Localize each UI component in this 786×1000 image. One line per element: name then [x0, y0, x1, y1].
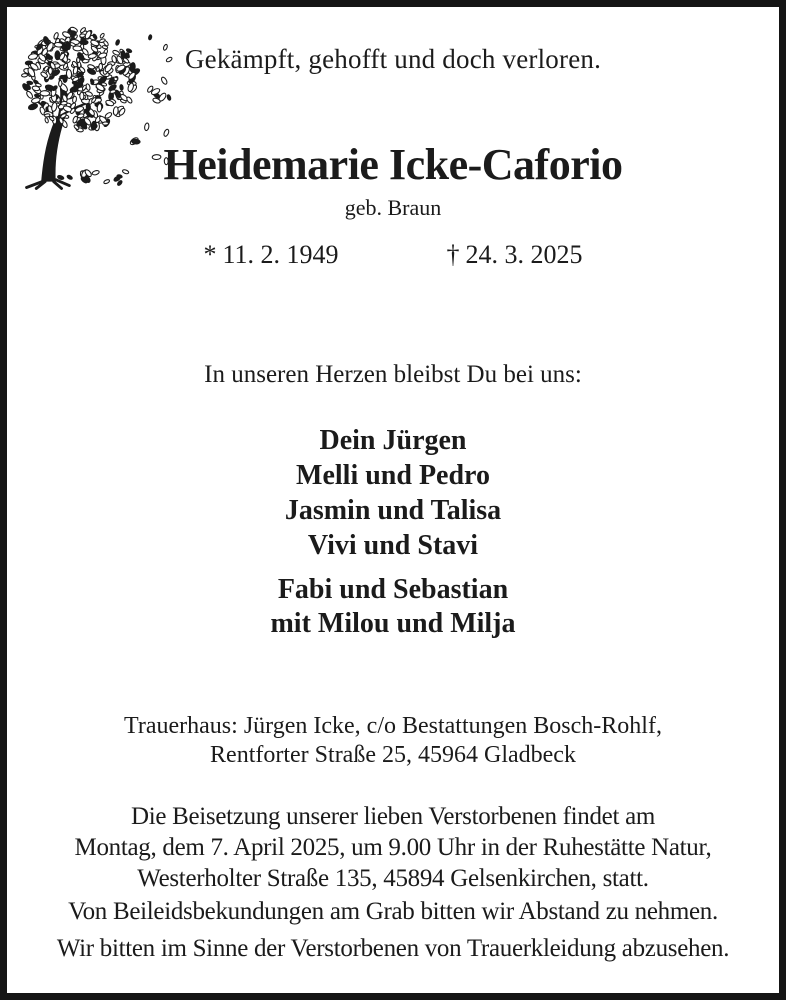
birth-star-icon: *: [203, 240, 217, 269]
funeral-home-line: Rentforter Straße 25, 45964 Gladbeck: [210, 742, 576, 768]
death-dagger-icon: †: [446, 240, 460, 269]
burial-line: Montag, dem 7. April 2025, um 9.00 Uhr in der Ruhestätte Natur,: [74, 834, 712, 861]
condolence-note: Von Beileidsbekundungen am Grab bitten wir Abstand zu nehmen.: [68, 898, 718, 925]
death-date-text: 24. 3. 2025: [465, 240, 583, 269]
burial-info-block: [7, 801, 779, 894]
birth-date-text: 11. 2. 1949: [222, 240, 339, 269]
burial-line: Die Beisetzung unserer lieben Verstorbenen findet am: [130, 803, 656, 830]
funeral-home-line: Trauerhaus: Jürgen Icke, c/o Bestattungen Bosch-Rohlf,: [124, 713, 662, 739]
burial-line: Westerholter Straße 135, 45894 Gelsenkirchen, statt.: [137, 865, 649, 892]
mourner-line: Jasmin und Talisa: [284, 495, 502, 526]
mourners-children-list: [7, 573, 779, 641]
life-dates: [7, 240, 779, 270]
attire-note: Wir bitten im Sinne der Verstorbenen von Trauerkleidung abzusehen.: [56, 935, 730, 962]
funeral-home-block: [7, 712, 779, 770]
epigraph: Gekämpft, gehofft und doch verloren.: [184, 44, 602, 74]
birth-date: [203, 240, 338, 270]
deceased-name: Heidemarie Icke-Caforio: [163, 140, 623, 189]
maiden-name: geb. Braun: [344, 195, 442, 220]
death-date: [447, 240, 583, 270]
intro-line: In unseren Herzen bleibst Du bei uns:: [204, 361, 582, 388]
mourner-line: mit Milou und Milja: [270, 608, 516, 639]
mourner-line: Dein Jürgen: [319, 425, 467, 456]
mourner-line: Fabi und Sebastian: [277, 574, 509, 605]
mourner-line: Melli und Pedro: [296, 460, 490, 491]
mourner-line: Vivi und Stavi: [307, 530, 479, 561]
mourners-list: [7, 423, 779, 563]
